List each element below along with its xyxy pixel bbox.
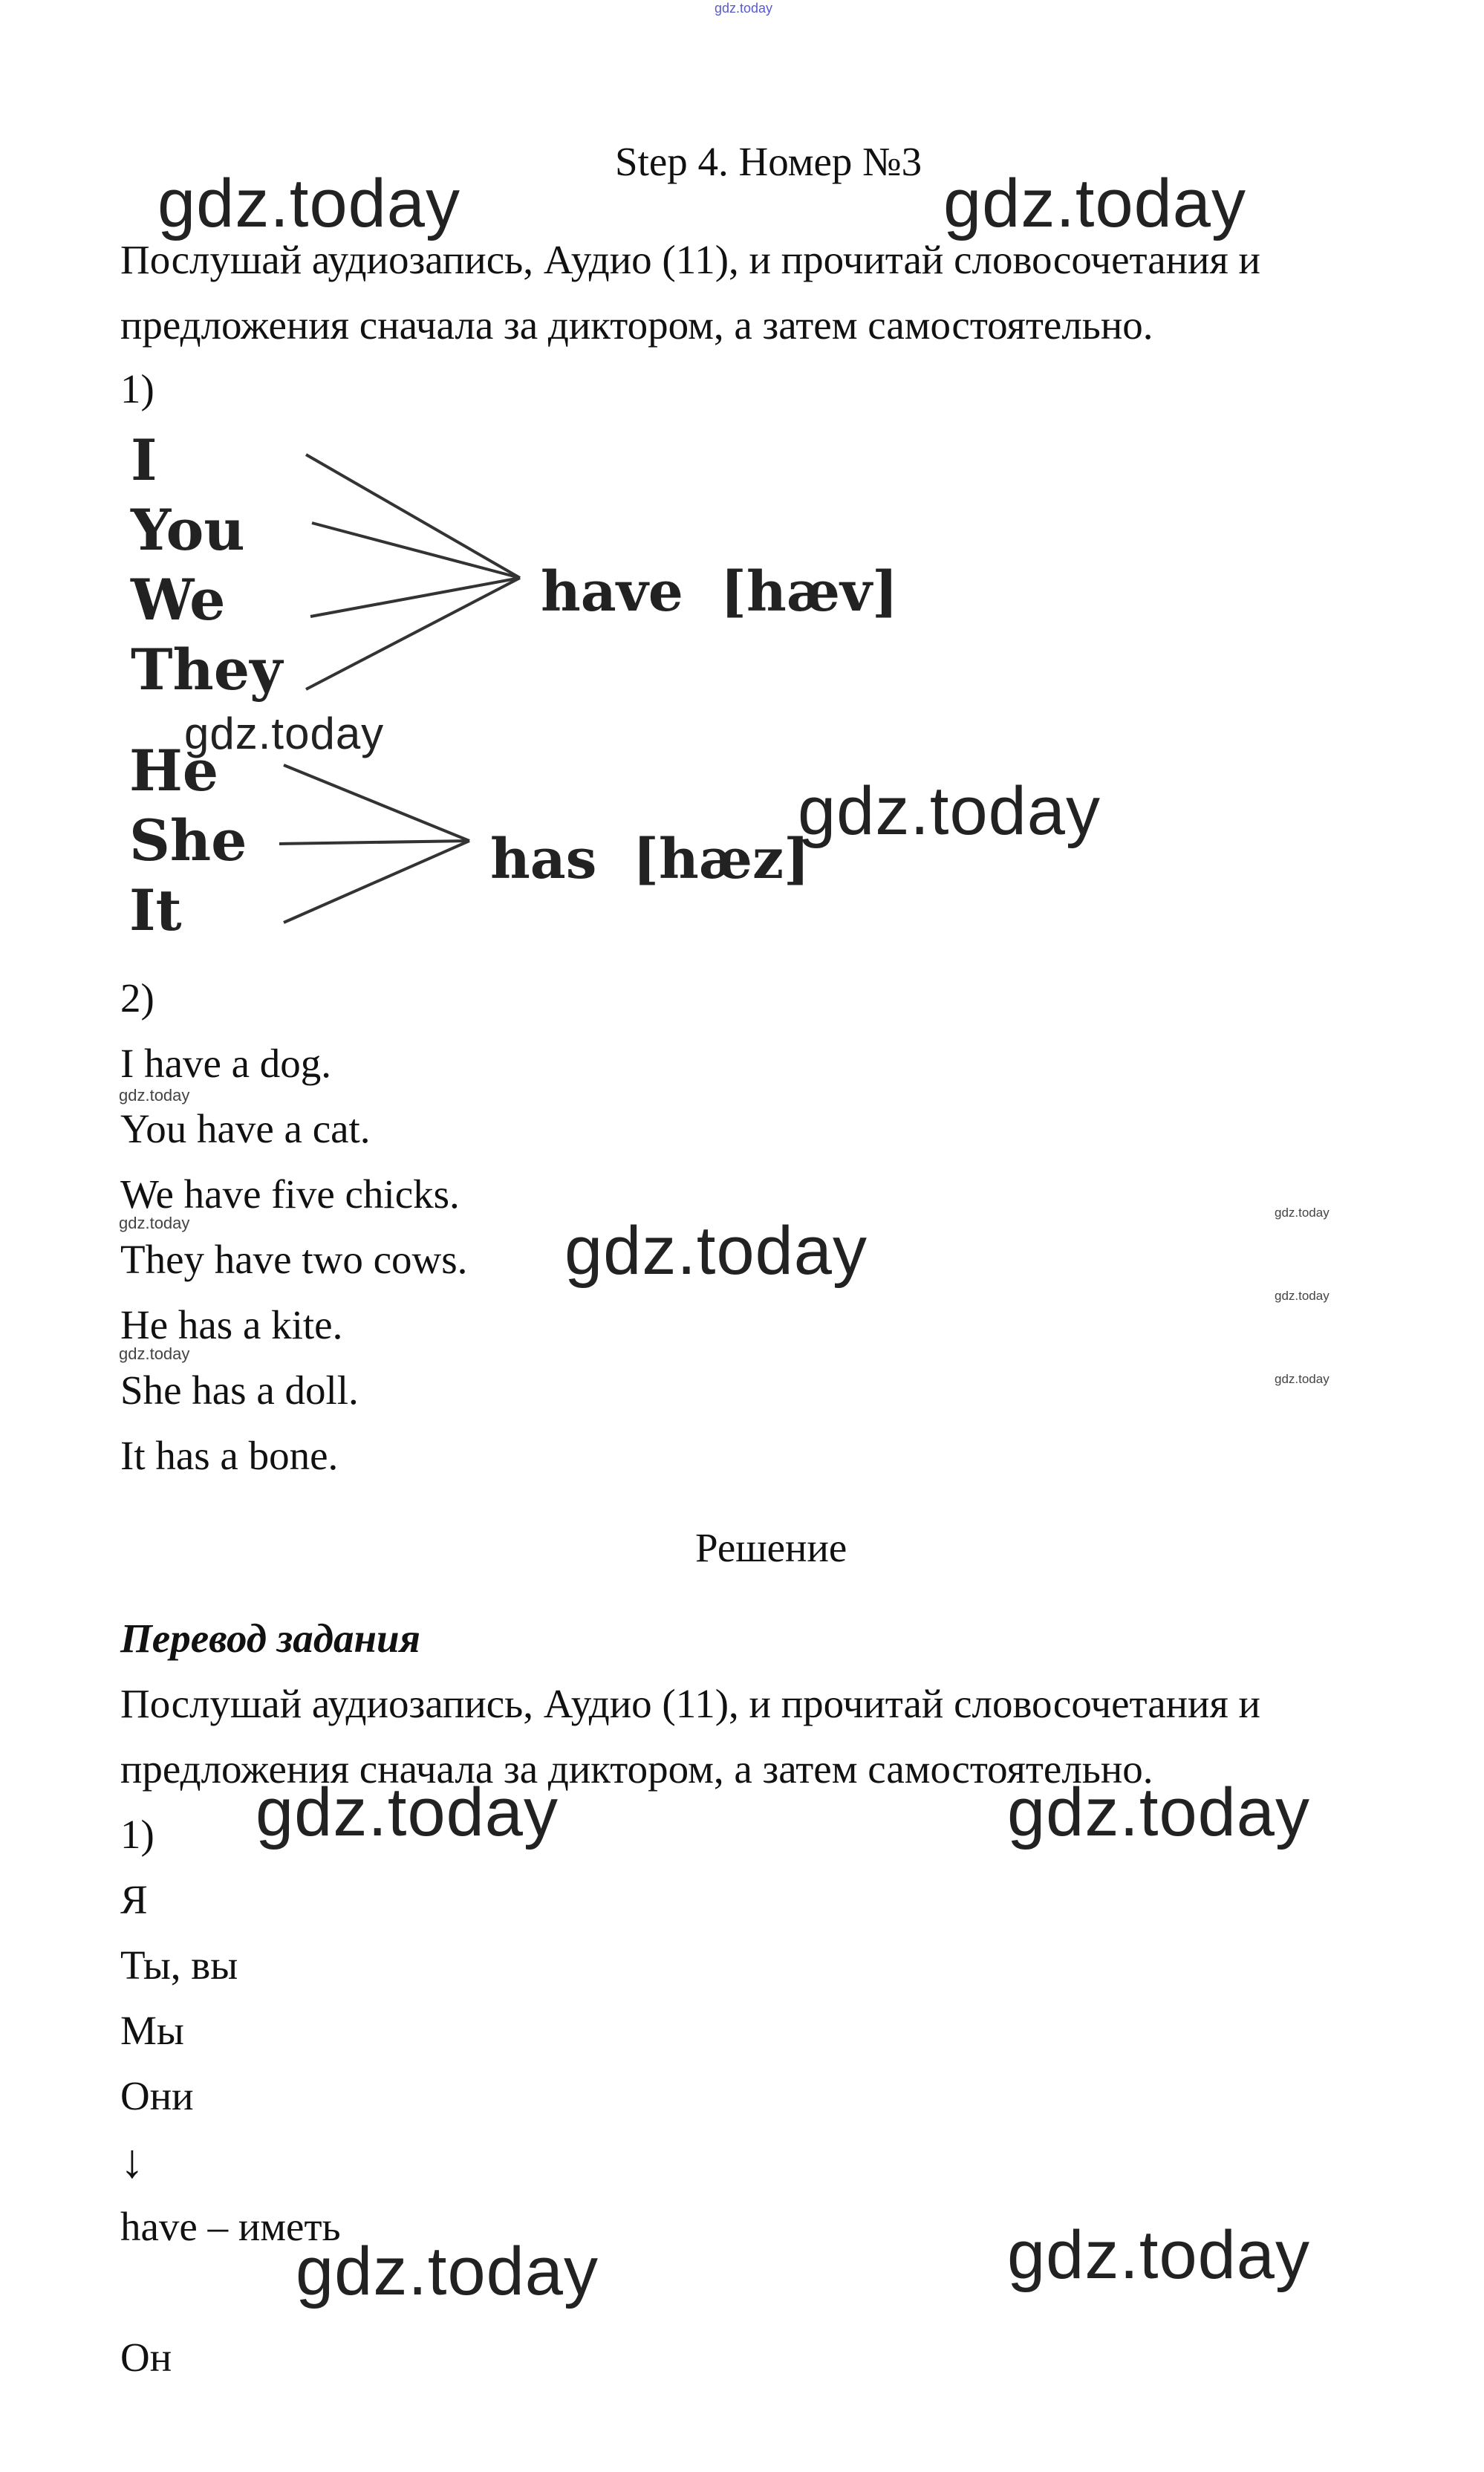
watermark-small: gdz.today <box>1275 1206 1330 1220</box>
transcription-have: [hæv] <box>720 560 898 624</box>
watermark: gdz.today <box>184 709 385 758</box>
translation-next-item: Он <box>120 2335 172 2380</box>
pronoun-i: I <box>131 427 157 493</box>
task-line-1: Послушай аудиозапись, Аудио (11), и прочитай словосочетания и <box>120 237 1260 282</box>
translation-item-3: Мы <box>120 2008 184 2053</box>
watermark: gdz.today <box>1007 1775 1310 1850</box>
part2-label: 2) <box>120 975 154 1021</box>
watermark: gdz.today <box>798 773 1101 849</box>
sentence-4: They have two cows. <box>120 1237 468 1282</box>
watermark-small: gdz.today <box>1275 1289 1330 1303</box>
watermark-small: gdz.today <box>1275 1372 1330 1386</box>
translation-line-1: Послушай аудиозапись, Аудио (11), и прочитай словосочетания и <box>120 1681 1260 1726</box>
sentence-5: He has a kite. <box>120 1302 343 1347</box>
verb-has: has <box>490 827 597 891</box>
part1-label: 1) <box>120 366 154 412</box>
watermark-small: gdz.today <box>119 1086 190 1105</box>
sentence-1: I have a dog. <box>120 1041 332 1086</box>
page-title: Step 4. Номер №3 <box>615 139 922 184</box>
translation-item-4: Они <box>120 2073 194 2118</box>
pronoun-you: You <box>131 497 245 563</box>
pronoun-we: We <box>131 567 226 633</box>
header-watermark: gdz.today <box>715 1 773 16</box>
translation-heading: Перевод задания <box>120 1616 420 1661</box>
sentence-2: You have a cat. <box>120 1106 371 1151</box>
translation-line-2: предложения сначала за диктором, а затем самостоятельно. <box>120 1746 1153 1792</box>
watermark: gdz.today <box>157 166 461 241</box>
sentence-7: It has a bone. <box>120 1433 339 1478</box>
sentence-6: She has a doll. <box>120 1367 359 1413</box>
arrow-lines-has <box>275 758 483 936</box>
translation-item-1: Я <box>120 1877 148 1922</box>
watermark: gdz.today <box>564 1213 868 1289</box>
translation-item-2: Ты, вы <box>120 1942 238 1988</box>
down-arrow-icon: ↓ <box>120 2135 144 2188</box>
transcription-has: [hæz] <box>633 827 810 891</box>
watermark: gdz.today <box>943 166 1246 241</box>
arrow-lines-have <box>297 446 535 698</box>
pronoun-he: He <box>129 738 219 804</box>
solution-heading: Решение <box>695 1525 847 1570</box>
translation-have-line: have – иметь <box>120 2204 341 2249</box>
pronoun-they: They <box>131 637 283 703</box>
pronoun-it: It <box>129 877 182 943</box>
pronoun-she: She <box>129 807 247 874</box>
watermark-small: gdz.today <box>119 1214 190 1232</box>
sentence-3: We have five chicks. <box>120 1171 460 1217</box>
translation-part1-label: 1) <box>120 1812 154 1857</box>
watermark: gdz.today <box>1007 2217 1310 2293</box>
task-line-2: предложения сначала за диктором, а затем самостоятельно. <box>120 302 1153 348</box>
watermark: gdz.today <box>296 2234 599 2309</box>
watermark-small: gdz.today <box>119 1344 190 1363</box>
watermark: gdz.today <box>256 1775 559 1850</box>
verb-have: have <box>541 560 683 624</box>
